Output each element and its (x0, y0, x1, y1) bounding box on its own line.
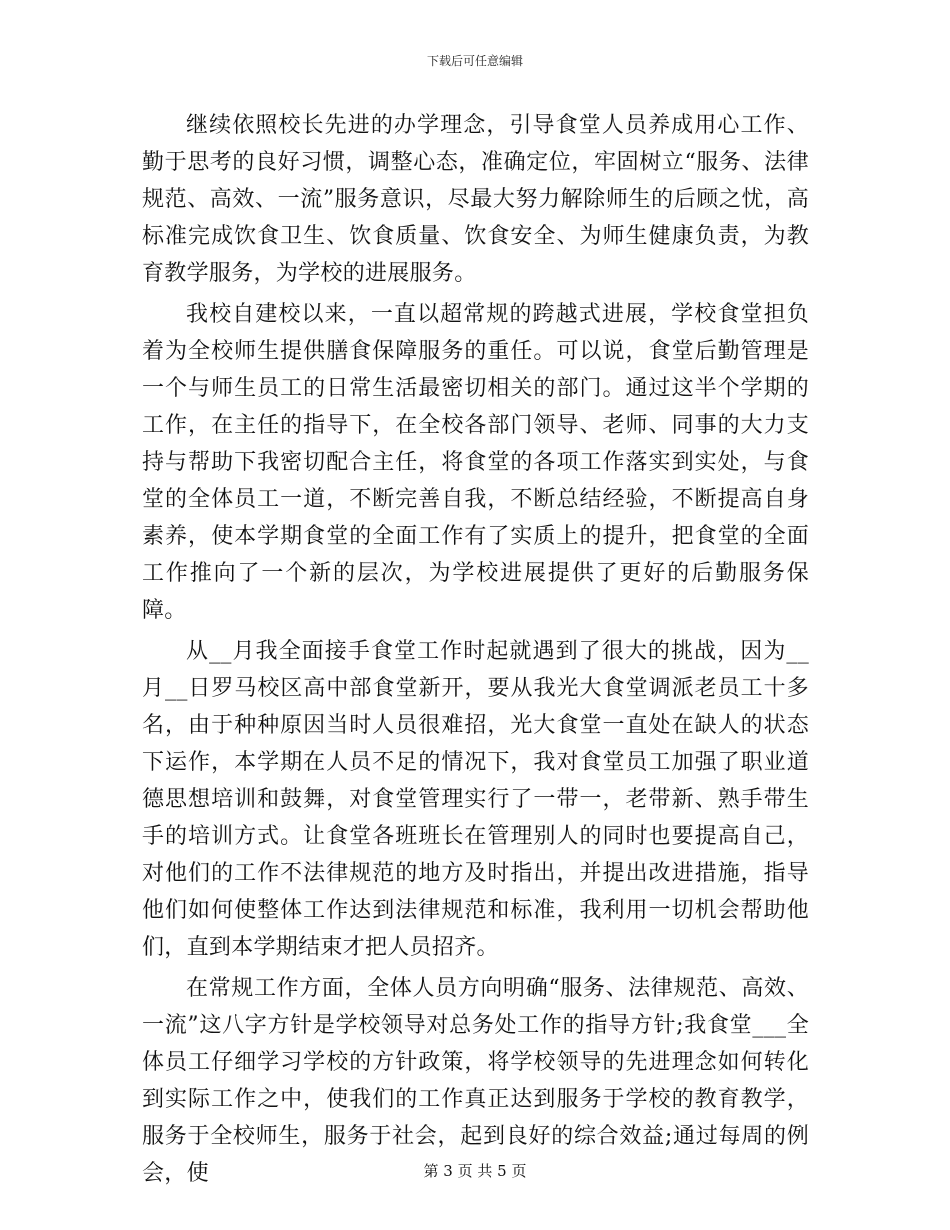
paragraph-1: 继续依照校长先进的办学理念，引导食堂人员养成用心工作、勤于思考的良好习惯，调整心态，准确定位，牢固树立“服务、法律规范、高效、一流”服务意识，尽最大努力解除师生的后顾之忧，高标准完成饮食卫生、饮食质量、饮食安全、为师生健康负责，为教育教学服务，为学校的进展服务。 (142, 113, 809, 286)
document-body (142, 107, 809, 1192)
paragraph-4: 在常规工作方面，全体人员方向明确“服务、法律规范、高效、一流”这八字方针是学校领导对总务处工作的指导方针;我食堂___全体员工仔细学习学校的方针政策，将学校领导的先进理念如何转化到实际工作之中，使我们的工作真正达到服务于学校的教育教学，服务于全校师生，服务于社会，起到良好的综合效益;通过每周的例会，使 (142, 976, 809, 1186)
paragraph-2: 我校自建校以来，一直以超常规的跨越式进展，学校食堂担负着为全校师生提供膳食保障服务的重任。可以说，食堂后勤管理是一个与师生员工的日常生活最密切相关的部门。通过这半个学期的工作，在主任的指导下，在全校各部门领导、老师、同事的大力支持与帮助下我密切配合主任，将食堂的各项工作落实到实处，与食堂的全体员工一道，不断完善自我，不断总结经验，不断提高自身素养，使本学期食堂的全面工作有了实质上的提升，把食堂的全面工作推向了一个新的层次，为学校进展提供了更好的后勤服务保障。 (142, 302, 809, 623)
page-header: 下载后可任意编辑 (426, 54, 523, 68)
paragraph-3: 从__月我全面接手食堂工作时起就遇到了很大的挑战，因为__月__日罗马校区高中部食堂新开，要从我光大食堂调派老员工十多名，由于种种原因当时人员很难招，光大食堂一直处在缺人的状态下运作，本学期在人员不足的情况下，我对食堂员工加强了职业道德思想培训和鼓舞，对食堂管理实行了一带一，老带新、熟手带生手的培训方式。让食堂各班班长在管理别人的同时也要提高自己，对他们的工作不法律规范的地方及时指出，并提出改进措施，指导他们如何使整体工作达到法律规范和标准，我利用一切机会帮助他们，直到本学期结束才把人员招齐。 (142, 639, 809, 960)
page-number: 第 3 页 共 5 页 (423, 1162, 527, 1180)
